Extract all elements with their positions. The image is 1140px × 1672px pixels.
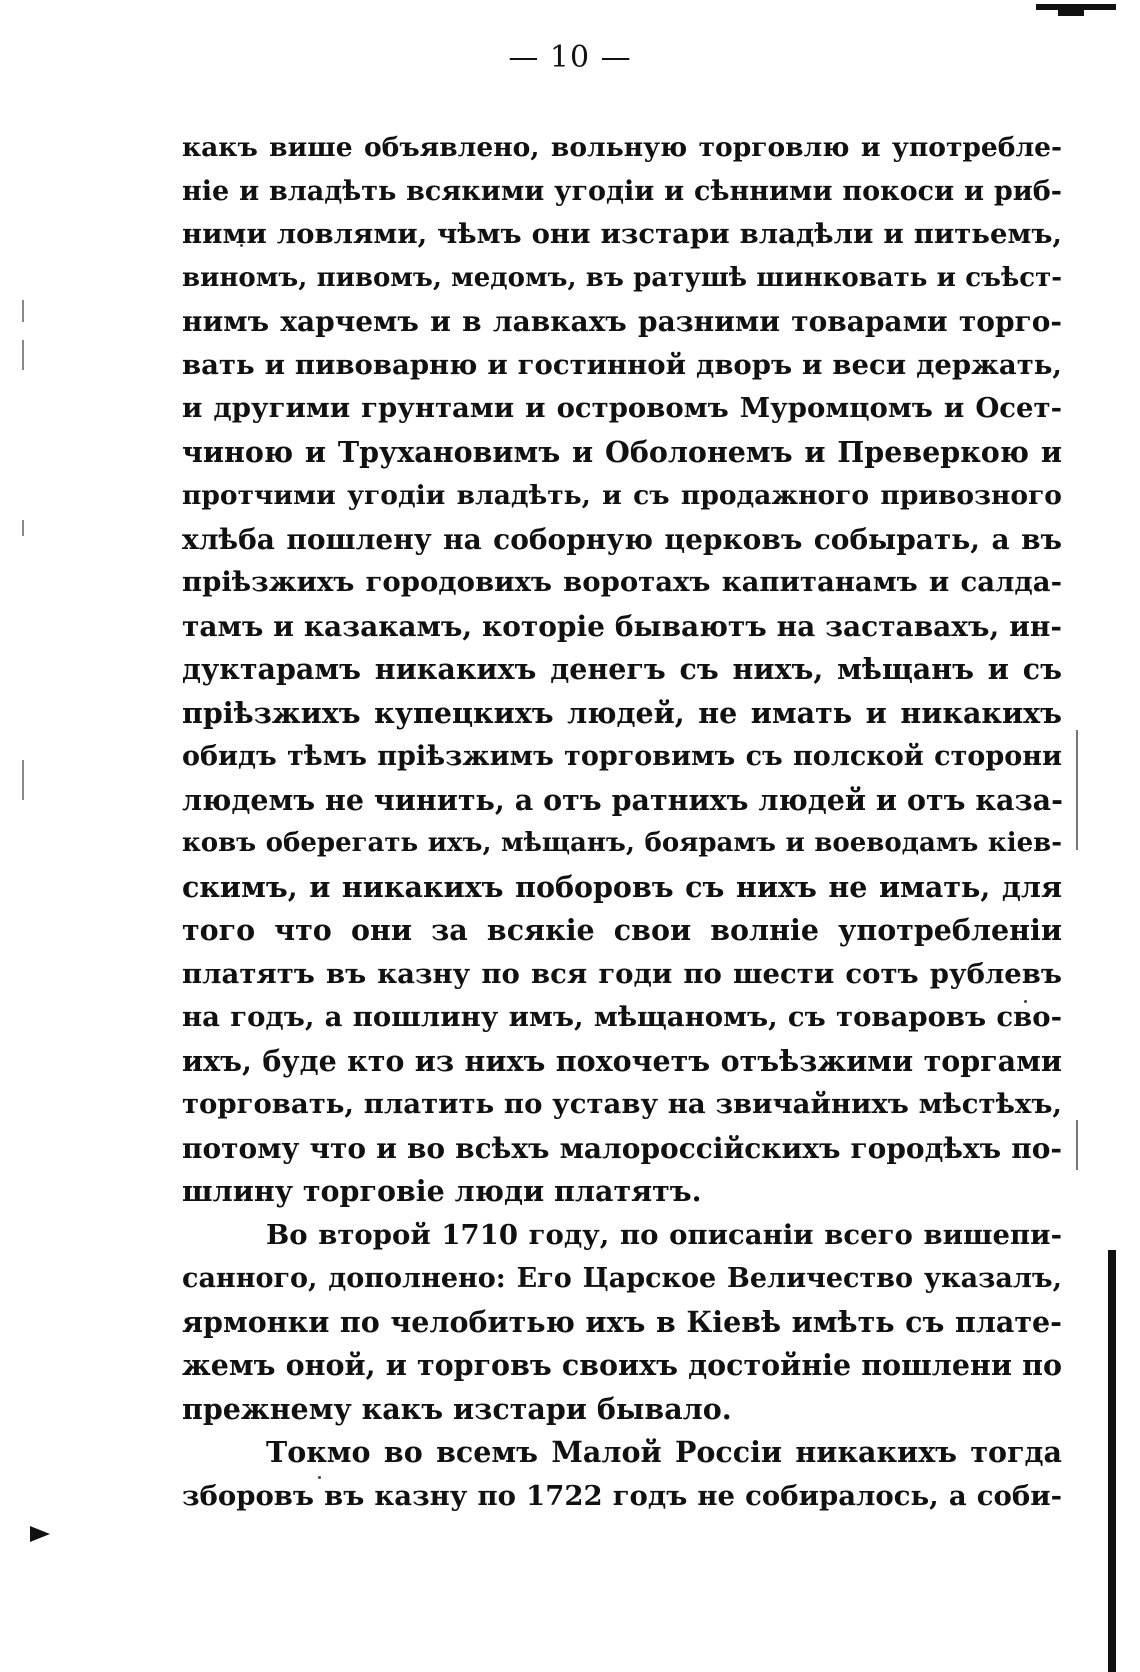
text-line: людемъ не чинить, а отъ ратнихъ людей и отъ каза- [182,782,1063,817]
scan-edge-tick [22,520,24,536]
text-line: зборовъ въ казну по 1722 годъ не собиралось, а соби- [182,1479,1062,1512]
scan-edge-tick [22,340,24,370]
text-line: санного, дополнено: Его Царское Величество указалъ, [182,1263,1062,1294]
text-line: жемъ оной, и торговъ своихъ достойніе пошлени по [182,1348,1062,1382]
text-line: ними ловлями, чѣмъ они изстари владѣли и питьемъ, [182,218,1062,250]
text-line: того что они за всякіе свои волніе употребленіи [182,913,1062,947]
text-line: ніе и владѣть всякими угодіи и сѣнними покоси и риб- [182,175,1062,207]
text-line: скимъ, и никакихъ поборовъ съ нихъ не имать, для [182,869,1062,904]
text-line: Во второй 1710 году, по описаніи всего вишепи- [266,1218,1062,1251]
text-line: Токмо во всемъ Малой Россіи никакихъ тогда [266,1435,1062,1469]
text-line: чиною и Трухановимъ и Оболонемъ и Преверкою и [182,434,1062,469]
scan-edge-mark [1058,8,1084,16]
scan-edge-rule [1108,1250,1116,1672]
text-line: шлину торговіе люди платятъ. [182,1174,702,1208]
scan-edge-tick [22,300,24,322]
text-line: вать и пивоварню и гостинной дворъ и веси держать, [182,348,1062,381]
text-line: ярмонки по челобитью ихъ в Кіевѣ имѣть съ платe- [182,1304,1062,1339]
text-line: ковъ оберегать ихъ, мѣщанъ, боярамъ и воеводамъ кіев- [182,828,1062,858]
scan-edge-tick [22,760,24,800]
body-text [182,126,1062,1518]
text-line: дуктарамъ никакихъ денегъ съ нихъ, мѣщанъ и съ [182,652,1062,686]
text-line: торговать, платить по уставу на звичайнихъ мѣстѣхъ, [182,1088,1062,1120]
text-line: и другими грунтами и островомъ Муромцомъ и Осет- [182,392,1062,424]
text-line: обидъ тѣмъ пріѣзжимъ торговимъ съ полской сторони [182,741,1062,772]
text-line: нимъ харчемъ и в лавкахъ разними товарами торго- [182,305,1062,338]
page-number: — 10 — [508,40,632,75]
text-line: хлѣба пошлену на соборную церковъ собырать, а въ [182,522,1062,556]
text-line: тамъ и казакамъ, которіе бываютъ на заставахъ, ин- [182,609,1062,643]
text-line: виномъ, пивомъ, медомъ, въ ратушѣ шинковать и съѣст- [182,262,1062,293]
text-line: прежнему какъ изстари бывало. [182,1391,732,1426]
text-line: пріѣзжихъ городовихъ воротахъ капитанамъ и салда- [182,566,1062,598]
scan-edge-rule [1076,730,1078,850]
text-line: ихъ, буде кто из нихъ похочетъ отъѣзжими торгами [182,1043,1062,1078]
text-line: протчими угодіи владѣть, и съ продажного привозного [182,480,1062,511]
text-line: потому что и во всѣхъ малороссійскихъ городѣхъ по- [182,1131,1062,1165]
text-line: платятъ въ казну по вся годи по шести сотъ рублевъ [182,957,1062,990]
scan-edge-rule [1076,1120,1078,1170]
text-line: какъ више объявлено, вольную торговлю и употребле- [182,132,1062,163]
text-line: пріѣзжихъ купецкихъ людей, не имать и никакихъ [182,695,1062,730]
scan-edge-arrow [30,1526,50,1542]
text-line: на годъ, а пошлину имъ, мѣщаномъ, съ товаровъ сво- [182,1001,1062,1033]
